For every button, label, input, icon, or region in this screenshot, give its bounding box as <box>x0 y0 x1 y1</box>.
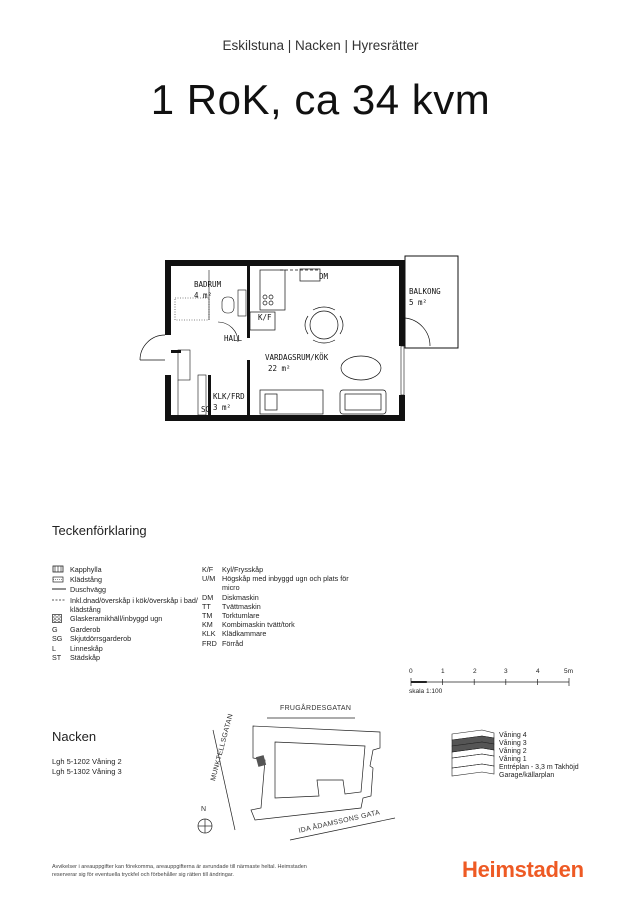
rug <box>341 356 381 380</box>
bed <box>260 390 323 414</box>
page-title: 1 RoK, ca 34 kvm <box>150 76 491 123</box>
legend-row: SG Skjutdörrsgarderob <box>52 634 132 644</box>
north-label: N <box>201 806 207 813</box>
label-sg: SG <box>201 405 211 414</box>
heimstaden-logo: Heimstaden <box>462 857 584 882</box>
floor-stack <box>448 726 498 786</box>
street-label: MUNKTELLSGATAN <box>210 713 235 782</box>
abbr-row: KM Kombimaskin tvätt/tork <box>202 620 295 630</box>
floor-plan <box>130 250 470 430</box>
legend-row: Glaskeramikhäll/inbyggd ugn <box>52 614 202 625</box>
abbr-row: TT Tvättmaskin <box>202 601 261 611</box>
unit-item: Lgh 5-1302 Våning 3 <box>52 767 122 776</box>
unit-list <box>52 757 122 777</box>
legend-row: G Garderob <box>52 625 101 635</box>
dashed-icon <box>52 596 70 614</box>
label-hall: HALL <box>224 334 243 343</box>
scale-label: skala 1:100 <box>409 688 443 695</box>
legend-row: L Linneskåp <box>52 643 103 653</box>
label-balkong: BALKONG <box>409 287 441 296</box>
label-balkong-area: 5 m² <box>409 298 428 307</box>
floor-label: Entréplan - 3,3 m Takhöjd <box>499 764 579 771</box>
legend-symbols <box>52 565 202 662</box>
scale-tick: 4 <box>536 668 540 675</box>
abbr-row: KLK Klädkammare <box>202 629 267 639</box>
entry-door-arc <box>140 335 165 360</box>
line-icon <box>52 585 70 595</box>
legend-title: Teckenförklaring <box>52 523 147 538</box>
floor-label: Våning 4 <box>499 732 527 739</box>
abbr-row: TM Torktumlare <box>202 611 260 621</box>
floor-label: Garage/källarplan <box>499 772 555 779</box>
disclaimer: Avvikelser i areauppgifter kan förekomma, areauppgifterna är avrundade till närmaste heltal. Heimstaden reserverar sig för eventuella tryckfel och förbehåller sig rätten till ändringar. <box>52 864 307 878</box>
label-vardagsrum: VARDAGSRUM/KÖK <box>265 353 329 362</box>
legend-row: Duschvägg <box>52 585 202 595</box>
label-vardagsrum-area: 22 m² <box>268 364 291 373</box>
floor-label: Våning 3 <box>499 740 527 747</box>
hob-icon <box>52 614 70 625</box>
scale-tick: 0 <box>409 668 413 675</box>
label-dm: DM <box>319 272 329 281</box>
abbr-row: U/M Högskåp med inbyggd ugn och plats för micro <box>202 574 349 593</box>
subtitle: Eskilstuna | Nacken | Hyresrätter <box>222 38 419 53</box>
scale-tick: 3 <box>504 668 508 675</box>
street-label: IDA ÅDAMSSONS GATA <box>298 809 381 835</box>
label-kf: K/F <box>258 313 272 322</box>
balcony-door-arc <box>405 318 430 346</box>
scale-tick: 5m <box>564 668 574 675</box>
scale-bar <box>405 676 575 688</box>
rod-icon <box>52 575 70 585</box>
label-klk-area: 3 m² <box>213 403 232 412</box>
label-badrum: BADRUM <box>194 280 222 289</box>
floor-label: Våning 1 <box>499 756 527 763</box>
street-label: FRUGÅRDESGATAN <box>280 705 352 712</box>
hook-rail-icon <box>52 565 70 575</box>
unit-item: Lgh 5-1202 Våning 2 <box>52 757 122 766</box>
floor-label: Våning 2 <box>499 748 527 755</box>
label-badrum-area: 4 m² <box>194 291 213 300</box>
north-arrow-icon <box>198 819 212 833</box>
label-klk: KLK/FRD <box>213 392 245 401</box>
legend-row: Kapphylla <box>52 565 202 575</box>
abbr-row: DM Diskmaskin <box>202 592 259 602</box>
legend-abbreviations <box>202 565 352 648</box>
sofa <box>340 390 386 414</box>
abbr-row: FRD Förråd <box>202 638 244 648</box>
location-title: Nacken <box>52 729 97 744</box>
scale-tick: 1 <box>441 668 445 675</box>
legend-row: Inkl.dnad/överskåp i kök/överskåp i bad/ klädstång <box>52 596 202 614</box>
abbr-row: K/F Kyl/Frysskåp <box>202 565 264 574</box>
scale-tick: 2 <box>473 668 477 675</box>
dining-table <box>305 307 343 343</box>
legend-row: Klädstång <box>52 575 202 585</box>
legend-row: ST Städskåp <box>52 652 100 662</box>
